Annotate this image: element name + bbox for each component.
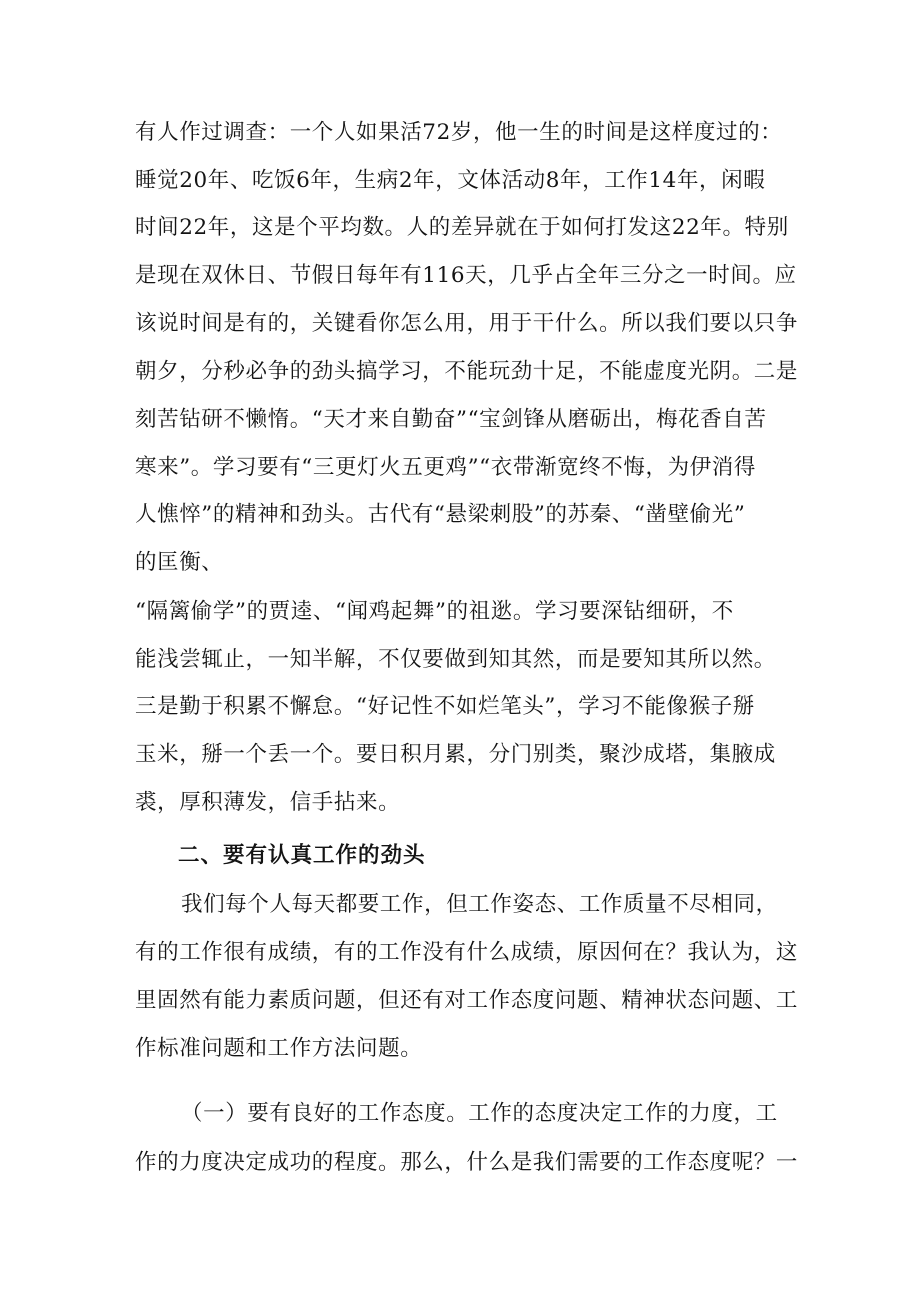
body-text-line: 刻苦钻研不懒惰。“天才来自勤奋”“宝剑锋从磨砺出，梅花香自苦	[135, 407, 767, 432]
body-text-line: 有的工作很有成绩，有的工作没有什么成绩，原因何在？我认为，这	[135, 940, 799, 965]
body-text-line: 里固然有能力素质问题，但还有对工作态度问题、精神状态问题、工	[135, 988, 799, 1013]
body-text-line: 作标准问题和工作方法问题。	[135, 1036, 423, 1061]
section-heading: 二、要有认真工作的劲头	[178, 843, 426, 868]
body-text-line: 朝夕，分秒必争的劲头搞学习，不能玩劲十足，不能虚度光阴。二是	[135, 359, 799, 384]
body-text-line: 有人作过调查：一个人如果活72岁，他一生的时间是这样度过的：	[135, 120, 783, 145]
body-text-line: 的匡衡、	[135, 550, 224, 575]
body-text-line: 作的力度决定成功的程度。那么，什么是我们需要的工作态度呢？一	[135, 1150, 799, 1175]
body-text-line: 裘，厚积薄发，信手拈来。	[135, 790, 401, 815]
body-text-line: 该说时间是有的，关键看你怎么用，用于干什么。所以我们要以只争	[135, 311, 799, 336]
body-text-line: 玉米，掰一个丢一个。要日积月累，分门别类，聚沙成塔，集腋成	[135, 742, 776, 767]
body-text-line: 寒来”。学习要有“三更灯火五更鸡”“衣带渐宽终不悔，为伊消得	[135, 455, 756, 480]
body-text-line: 人憔悴”的精神和劲头。古代有“悬梁刺股”的苏秦、“凿壁偷光”	[135, 502, 746, 527]
body-text-line: 三是勤于积累不懈怠。“好记性不如烂笔头”，学习不能像猴子掰	[135, 694, 755, 719]
body-text-line: 睡觉20年、吃饭6年，生病2年，文体活动8年，工作14年，闲暇	[135, 168, 766, 193]
body-text-line: 是现在双休日、节假日每年有116天，几乎占全年三分之一时间。应	[135, 263, 797, 288]
body-text-line: “隔篱偷学”的贾逵、“闻鸡起舞”的祖逖。学习要深钻细研，不	[135, 599, 734, 624]
paragraph-first-line: （一）要有良好的工作态度。工作的态度决定工作的力度，工	[181, 1101, 778, 1126]
paragraph-first-line: 我们每个人每天都要工作，但工作姿态、工作质量不尽相同，	[181, 892, 778, 917]
body-text-line: 时间22年，这是个平均数。人的差异就在于如何打发这22年。特别	[135, 215, 789, 240]
body-text-line: 能浅尝辄止，一知半解，不仅要做到知其然，而是要知其所以然。	[135, 647, 776, 672]
